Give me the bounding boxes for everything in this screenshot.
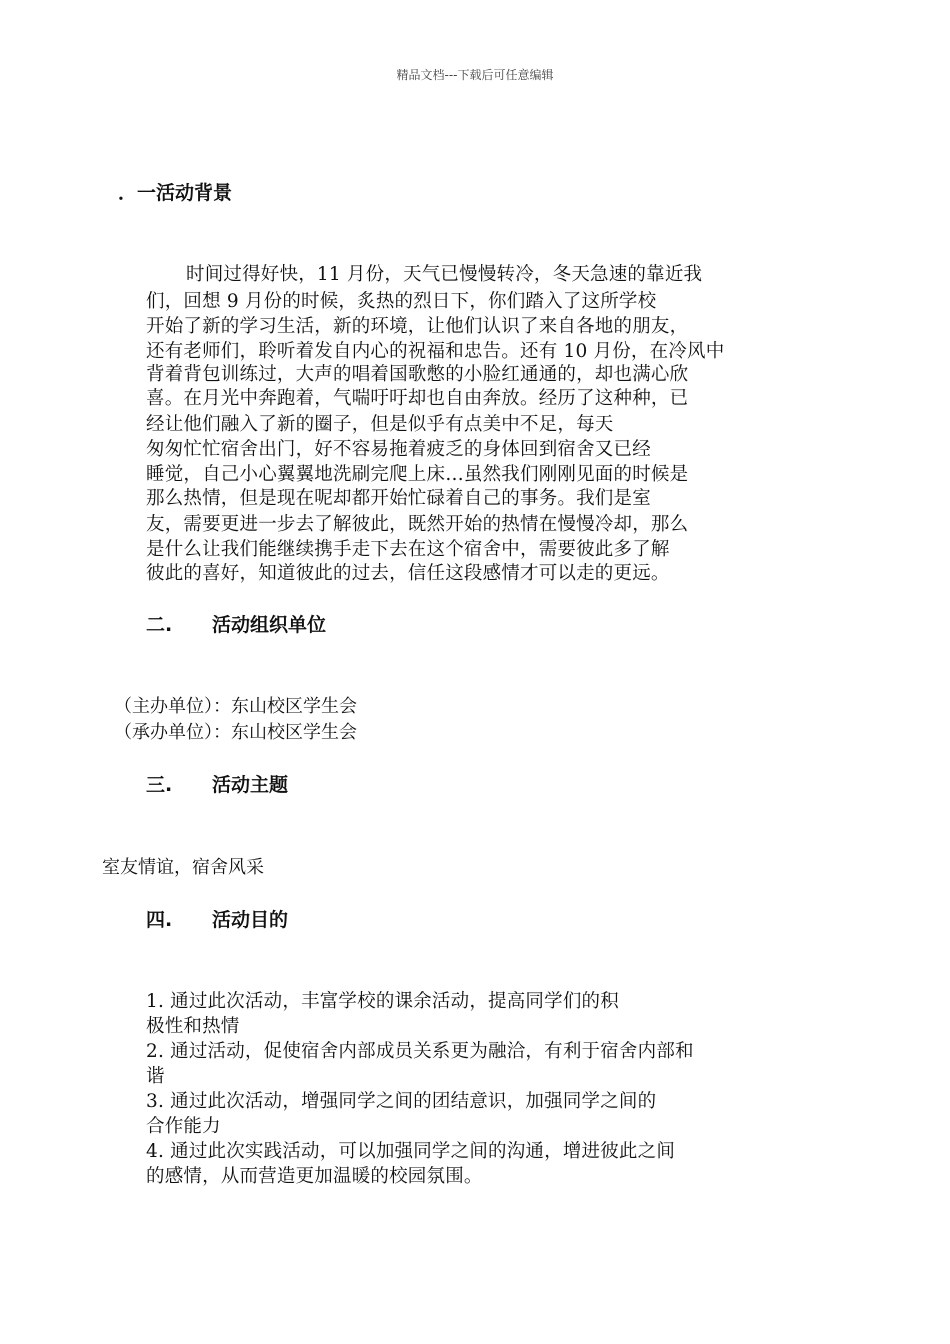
- section-heading-text: 活动主题: [212, 774, 289, 796]
- paragraph-line: 匆匆忙忙宿舍出门，好不容易拖着疲乏的身体回到宿舍又已经: [146, 439, 651, 460]
- page-header: 精品文档---下载后可任意编辑: [396, 68, 554, 82]
- goal-line: 极性和热情: [146, 1016, 240, 1037]
- section-3-title: [146, 770, 288, 797]
- paragraph-line: 还有老师们，聆听着发自内心的祝福和忠告。还有 10 月份，在冷风中: [146, 341, 725, 362]
- goal-line: 合作能力: [146, 1116, 221, 1137]
- theme-text: 室友情谊，宿舍风采: [102, 857, 264, 878]
- paragraph-line: 经让他们融入了新的圈子，但是似乎有点美中不足，每天: [146, 414, 614, 435]
- paragraph-line: 背着背包训练过，大声的唱着国歌憋的小脸红通通的，却也满心欣: [146, 364, 689, 385]
- paragraph-line: 是什么让我们能继续携手走下去在这个宿舍中，需要彼此多了解: [146, 539, 670, 560]
- paragraph-line: 友，需要更进一步去了解彼此，既然开始的热情在慢慢冷却，那么: [146, 514, 689, 535]
- organizer-line: （主办单位）：东山校区学生会: [114, 696, 357, 717]
- paragraph-line: 那么热情，但是现在呢却都开始忙碌着自己的事务。我们是室: [146, 488, 651, 509]
- organizer-line: （承办单位）：东山校区学生会: [114, 722, 357, 743]
- section-number: 二.: [146, 614, 173, 636]
- goal-line: 谐: [146, 1066, 165, 1087]
- goal-line: 的感情，从而营造更加温暖的校园氛围。: [146, 1166, 483, 1187]
- goal-line: 4. 通过此次实践活动，可以加强同学之间的沟通，增进彼此之间: [146, 1141, 676, 1162]
- paragraph-line: 睡觉，自己小心翼翼地洗刷完爬上床…虽然我们刚刚见面的时候是: [146, 464, 689, 485]
- section-4-title: [146, 905, 288, 932]
- paragraph-line: 彼此的喜好，知道彼此的过去，信任这段感情才可以走的更远。: [146, 563, 670, 584]
- section-number: 三.: [146, 774, 173, 796]
- section-1-title: ．一活动背景: [118, 182, 233, 204]
- goal-line: 3. 通过此次活动，增强同学之间的团结意识，加强同学之间的: [146, 1091, 657, 1112]
- section-heading-text: 活动目的: [212, 909, 289, 931]
- paragraph-line: 开始了新的学习生活，新的环境，让他们认识了来自各地的朋友，: [146, 316, 689, 337]
- paragraph-line: 时间过得好快，11 月份，天气已慢慢转冷，冬天急速的靠近我: [186, 264, 703, 285]
- goal-line: 1. 通过此次活动，丰富学校的课余活动，提高同学们的积: [146, 991, 619, 1012]
- goal-line: 2. 通过活动，促使宿舍内部成员关系更为融洽，有利于宿舍内部和: [146, 1041, 694, 1062]
- paragraph-line: 们，回想 9 月份的时候，炙热的烈日下，你们踏入了这所学校: [146, 291, 657, 312]
- paragraph-line: 喜。在月光中奔跑着，气喘吁吁却也自由奔放。经历了这种种，已: [146, 388, 689, 409]
- section-2-title: [146, 610, 326, 637]
- section-heading-text: 活动组织单位: [212, 614, 327, 636]
- section-number: 四.: [146, 909, 173, 931]
